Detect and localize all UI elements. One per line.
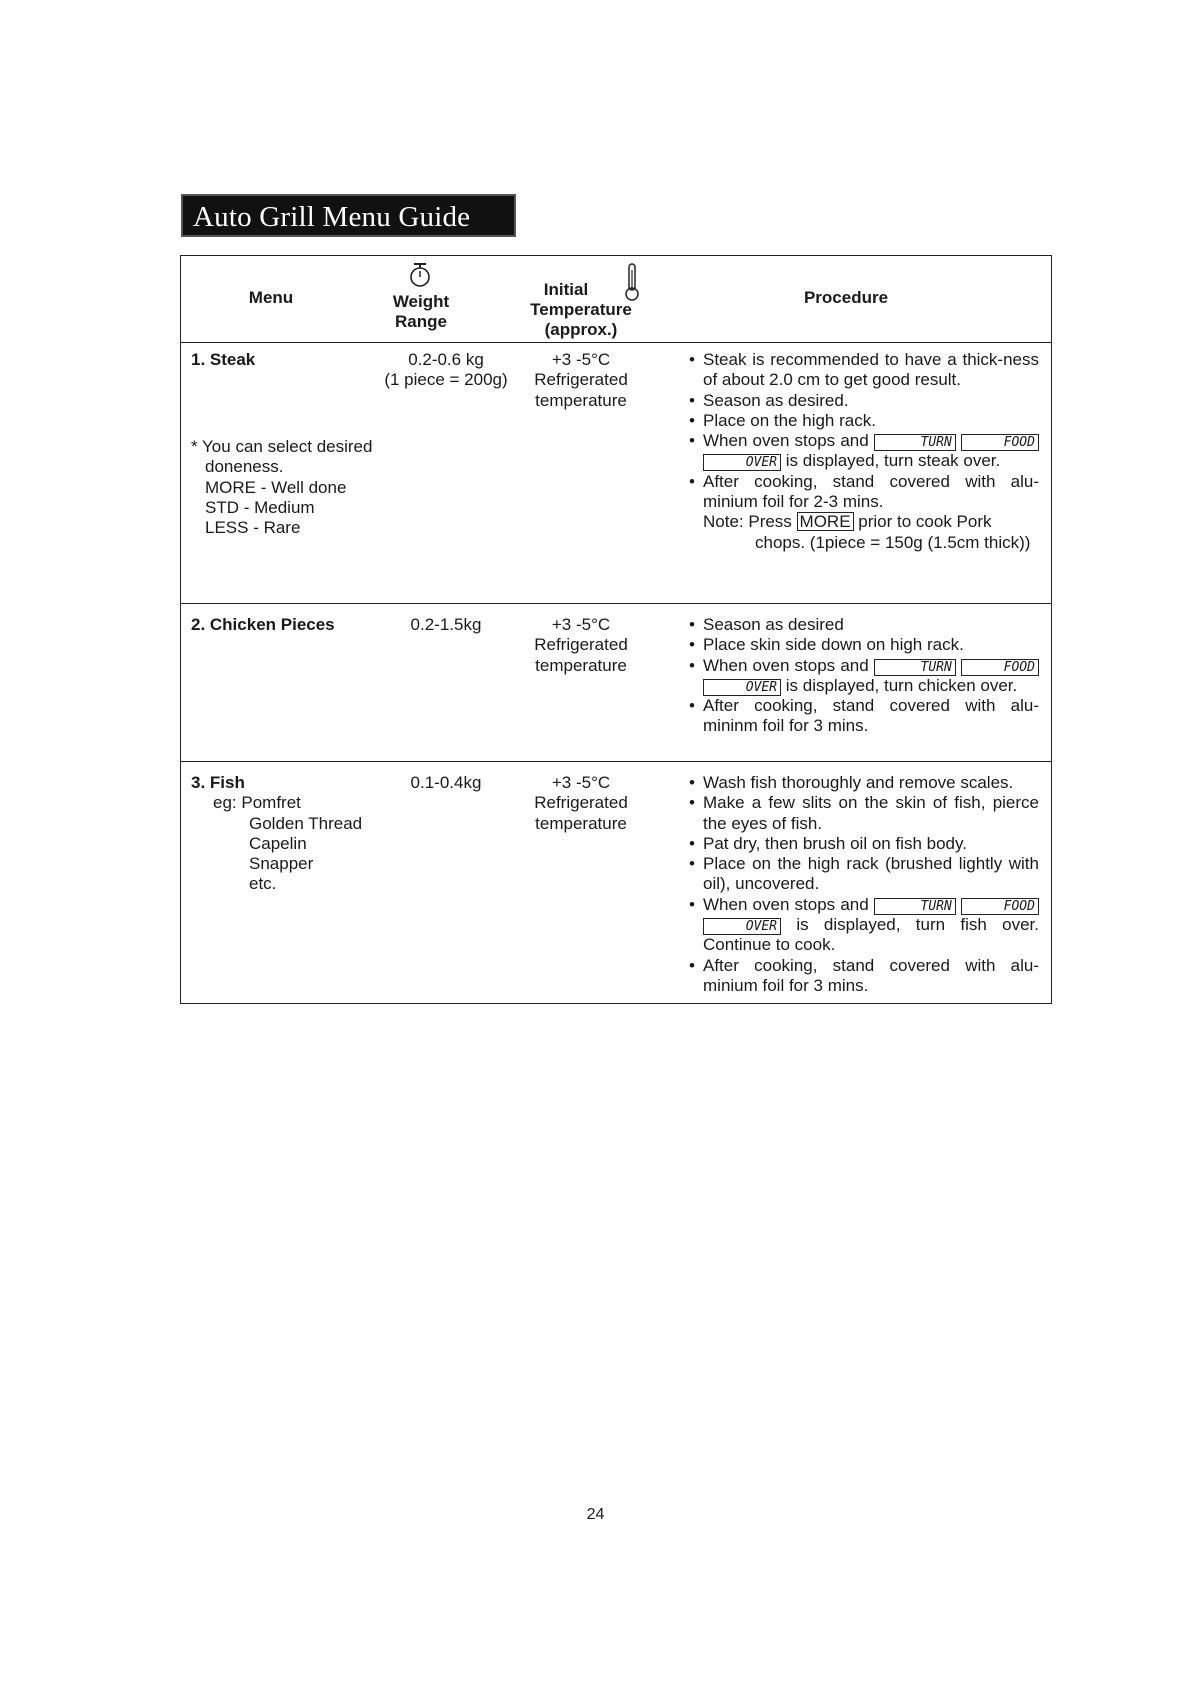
weight-range-line: 0.1-0.4kg bbox=[410, 773, 482, 792]
procedure-text: When oven stops and bbox=[703, 655, 869, 675]
lcd-turn-display: TURN bbox=[874, 659, 956, 676]
menu-item-name: 2. Chicken Pieces bbox=[191, 615, 335, 634]
procedure-text: is displayed, turn fish over. Continue to cook. bbox=[703, 915, 1039, 955]
lcd-turn-display: TURN bbox=[874, 434, 956, 451]
weight-range bbox=[371, 350, 521, 391]
example-item: Snapper bbox=[249, 854, 314, 874]
procedure-step: • Place skin side down on high rack. bbox=[689, 635, 1039, 655]
procedure bbox=[689, 615, 1039, 737]
note-text: Note: Press bbox=[703, 512, 792, 532]
procedure-text: is displayed, turn chicken over. bbox=[785, 675, 1018, 695]
table-row-steak bbox=[181, 342, 1051, 604]
procedure-step: • Place on the high rack (brushed lightly with oil), uncovered. bbox=[689, 854, 1039, 895]
weight-range bbox=[371, 773, 521, 793]
weight-range-line: 0.2-0.6 kg bbox=[408, 350, 484, 369]
page-title: Auto Grill Menu Guide bbox=[181, 194, 516, 237]
note-text: chops. (1piece = 150g (1.5cm thick)) bbox=[755, 532, 1031, 552]
page-number: 24 bbox=[586, 1506, 605, 1523]
temp-line: +3 -5°C bbox=[551, 615, 611, 634]
example-item: etc. bbox=[249, 874, 277, 894]
procedure-text: When oven stops and bbox=[703, 894, 869, 914]
procedure-step: • After cooking, stand covered with alu-minium foil for 3 mins. bbox=[689, 956, 1039, 997]
procedure-text: When oven stops and bbox=[703, 431, 869, 451]
more-key: MORE bbox=[797, 512, 854, 531]
temp-line: Refrigerated bbox=[534, 370, 628, 390]
procedure-step bbox=[689, 431, 1039, 472]
initial-temperature bbox=[521, 773, 641, 834]
procedure bbox=[689, 350, 1039, 553]
menu-item-name: 1. Steak bbox=[191, 350, 256, 369]
header-weight bbox=[371, 292, 471, 332]
example-item: Capelin bbox=[249, 833, 307, 853]
temp-line: temperature bbox=[535, 390, 627, 410]
lcd-over-display: OVER bbox=[703, 454, 781, 471]
weight-range-line: 0.2-1.5kg bbox=[410, 615, 482, 634]
lcd-food-display: FOOD bbox=[961, 898, 1039, 915]
procedure-note bbox=[689, 512, 1039, 553]
procedure-step: • After cooking, stand covered with alu-minium foil for 2-3 mins. bbox=[689, 472, 1039, 513]
procedure-step: • After cooking, stand covered with alu-mininm foil for 3 mins. bbox=[689, 696, 1039, 737]
example-prefix: eg: bbox=[213, 793, 237, 813]
weight-range bbox=[371, 615, 521, 635]
doneness-line: doneness. bbox=[205, 457, 284, 477]
procedure-text: is displayed, turn steak over. bbox=[785, 451, 1001, 471]
table-header bbox=[181, 256, 1051, 343]
lcd-over-display: OVER bbox=[703, 918, 781, 935]
header-initial: Initial bbox=[543, 280, 589, 299]
timer-icon bbox=[408, 262, 432, 288]
example-line bbox=[191, 793, 362, 813]
procedure-step: • Wash fish thoroughly and remove scales. bbox=[689, 773, 1039, 793]
menu-item-fish bbox=[191, 773, 362, 895]
lcd-food-display: FOOD bbox=[961, 659, 1039, 676]
table-row-chicken bbox=[181, 603, 1051, 762]
header-temperature bbox=[521, 300, 641, 340]
example-item: Golden Thread bbox=[249, 813, 363, 833]
temp-line: Refrigerated bbox=[534, 793, 628, 813]
initial-temperature bbox=[521, 350, 641, 411]
table-row-fish bbox=[181, 761, 1051, 1003]
procedure-step: • Season as desired bbox=[689, 615, 1039, 635]
procedure-step: • Make a few slits on the skin of fish, pierce the eyes of fish. bbox=[689, 793, 1039, 834]
temp-line: +3 -5°C bbox=[551, 773, 611, 792]
doneness-line: LESS - Rare bbox=[205, 518, 301, 538]
lcd-over-display: OVER bbox=[703, 679, 781, 696]
temp-line: temperature bbox=[535, 655, 627, 675]
procedure-step: • Season as desired. bbox=[689, 391, 1039, 411]
doneness-line: MORE - Well done bbox=[205, 477, 347, 497]
header-procedure: Procedure bbox=[803, 288, 889, 307]
example-item: Pomfret bbox=[241, 793, 301, 813]
menu-guide-table bbox=[180, 255, 1052, 1004]
header-weight-line2: Range bbox=[395, 312, 447, 331]
lcd-turn-display: TURN bbox=[874, 898, 956, 915]
header-weight-line1: Weight bbox=[392, 292, 450, 311]
header-temperature-line1: Temperature bbox=[530, 300, 632, 319]
temp-line: +3 -5°C bbox=[551, 350, 611, 369]
procedure-step: • Pat dry, then brush oil on fish body. bbox=[689, 834, 1039, 854]
header-menu: Menu bbox=[248, 288, 294, 307]
initial-temperature bbox=[521, 615, 641, 676]
menu-item-name: 3. Fish bbox=[191, 773, 245, 792]
header-temperature-line2: (approx.) bbox=[544, 320, 618, 339]
thermometer-icon bbox=[624, 262, 640, 302]
procedure bbox=[689, 773, 1039, 996]
procedure-step: • Steak is recommended to have a thick-ness of about 2.0 cm to get good result. bbox=[689, 350, 1039, 391]
temp-line: Refrigerated bbox=[534, 635, 628, 655]
weight-range-line: (1 piece = 200g) bbox=[384, 370, 508, 390]
procedure-step bbox=[689, 656, 1039, 697]
procedure-step bbox=[689, 895, 1039, 956]
doneness-line: STD - Medium bbox=[205, 497, 315, 517]
doneness-note bbox=[191, 437, 372, 538]
note-text: prior to cook Pork bbox=[858, 512, 992, 532]
temp-line: temperature bbox=[535, 813, 627, 833]
lcd-food-display: FOOD bbox=[961, 434, 1039, 451]
doneness-line: * You can select desired bbox=[191, 437, 373, 456]
procedure-step: • Place on the high rack. bbox=[689, 411, 1039, 431]
